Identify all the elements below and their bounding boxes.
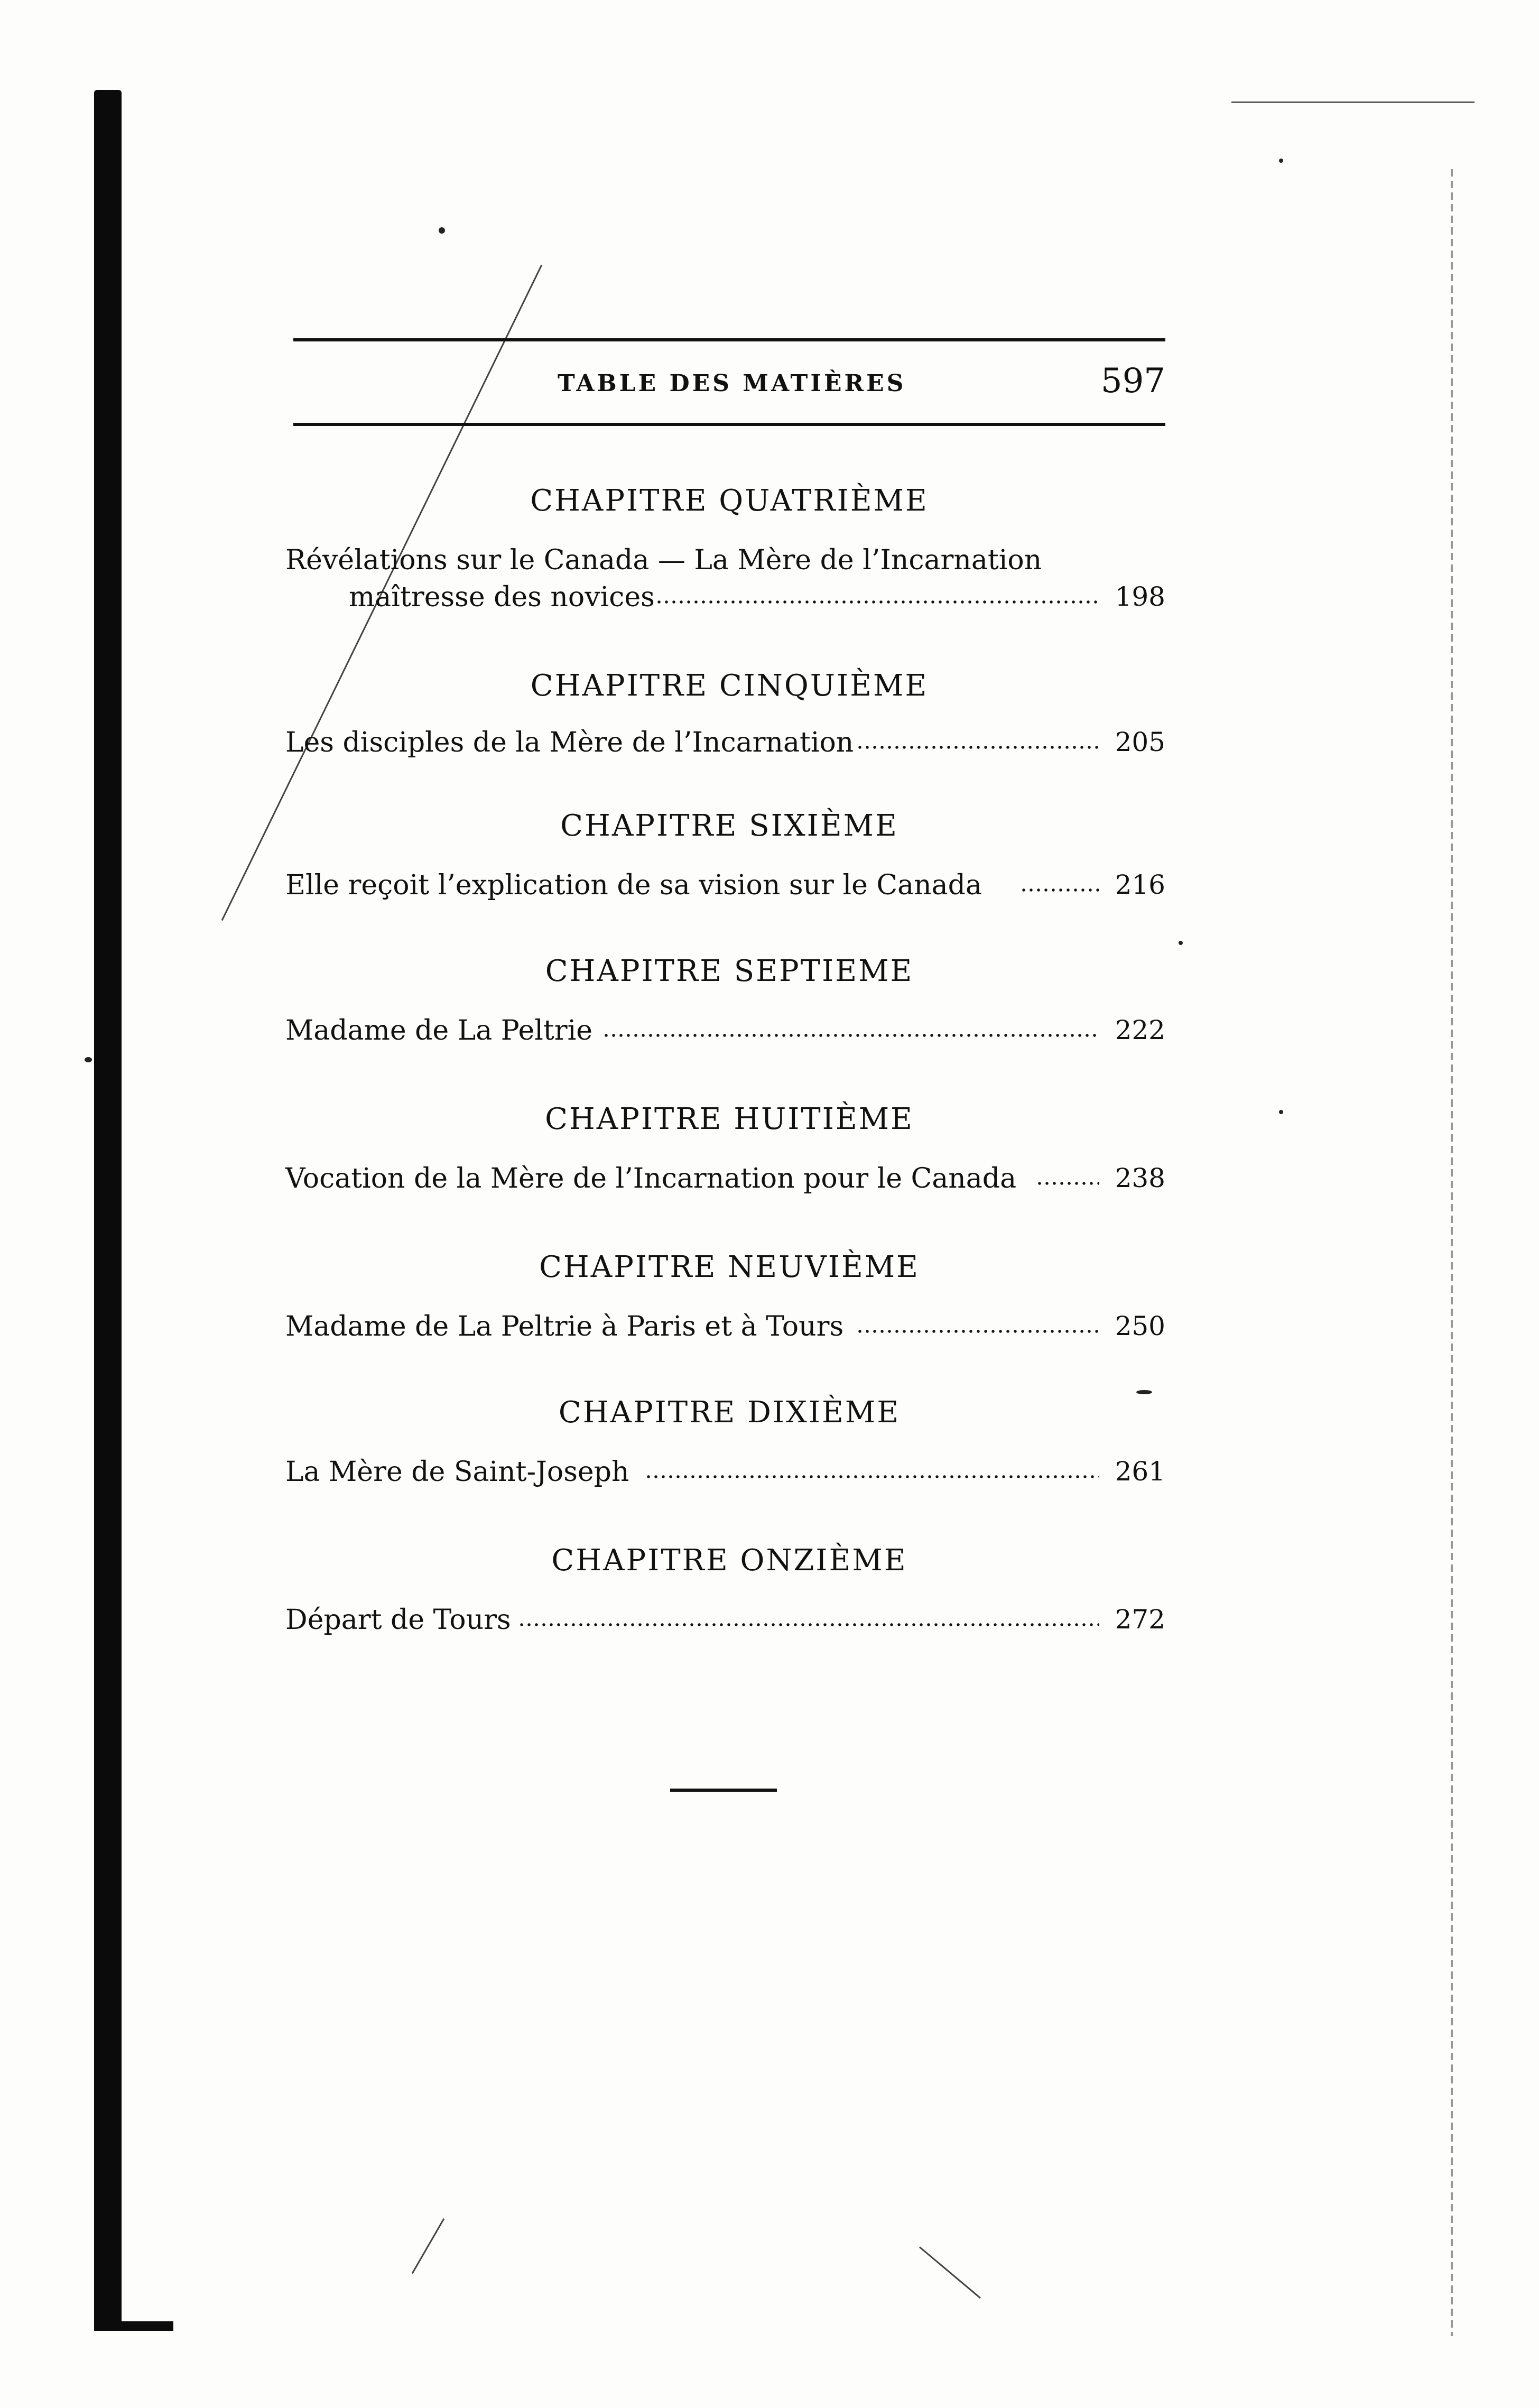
toc-entry-title: Elle reçoit l’explication de sa vision sur le Canada xyxy=(285,869,982,901)
closing-rule xyxy=(670,1789,777,1792)
toc-entry xyxy=(285,1456,1165,1493)
page-number: 597 xyxy=(1100,362,1165,401)
toc-entry-page: 198 xyxy=(1115,581,1165,612)
dot-leader xyxy=(856,1330,1099,1333)
ink-speck xyxy=(1136,1390,1152,1394)
binding-shadow-foot xyxy=(94,2321,173,2331)
toc-entry-title: Départ de Tours xyxy=(285,1604,511,1636)
dot-leader xyxy=(518,1623,1099,1626)
toc-entry-title: Madame de La Peltrie xyxy=(285,1015,593,1046)
toc-entry-line xyxy=(285,544,1165,581)
toc-entry-page: 238 xyxy=(1115,1163,1165,1193)
ink-speck xyxy=(1279,159,1283,163)
chapter-heading: CHAPITRE HUITIÈME xyxy=(545,1102,914,1136)
toc-entry-page: 216 xyxy=(1115,869,1165,900)
toc-entry-title: La Mère de Saint-Joseph xyxy=(285,1456,629,1488)
dot-leader xyxy=(856,746,1099,749)
scan-line xyxy=(1231,101,1475,103)
dot-leader xyxy=(1036,1182,1099,1185)
toc-entry-page: 222 xyxy=(1115,1015,1165,1045)
dot-leader xyxy=(1020,888,1099,892)
toc-entry-page: 205 xyxy=(1115,727,1165,757)
page-edge-shadow xyxy=(1451,169,1453,2336)
chapter-heading: CHAPITRE ONZIÈME xyxy=(551,1543,907,1578)
chapter-heading: CHAPITRE SIXIÈME xyxy=(560,809,898,843)
dot-leader xyxy=(645,1475,1099,1478)
toc-entry-title: Révélations sur le Canada — La Mère de l’Incarnation xyxy=(285,544,1042,576)
ink-speck xyxy=(439,227,445,234)
stray-pencil-mark xyxy=(412,2218,445,2274)
toc-entry-title: Madame de La Peltrie à Paris et à Tours xyxy=(285,1311,844,1342)
running-head xyxy=(293,362,1165,407)
toc-entry-title: maîtresse des novices xyxy=(349,581,655,613)
toc-entry-title: Vocation de la Mère de l’Incarnation pour le Canada xyxy=(285,1163,1017,1194)
header-bottom-rule xyxy=(293,423,1165,426)
chapter-heading: CHAPITRE CINQUIÈME xyxy=(530,669,929,703)
chapter-heading: CHAPITRE SEPTIEME xyxy=(545,954,914,988)
binding-shadow xyxy=(94,90,122,2331)
toc-entry-page: 261 xyxy=(1115,1456,1165,1487)
ink-speck xyxy=(1279,1110,1283,1114)
toc-entry-page: 272 xyxy=(1115,1604,1165,1635)
toc-entry xyxy=(285,1604,1165,1641)
header-top-rule xyxy=(293,338,1165,341)
dot-leader xyxy=(655,600,1099,604)
chapter-heading: CHAPITRE DIXIÈME xyxy=(558,1395,901,1430)
chapter-heading: CHAPITRE NEUVIÈME xyxy=(539,1250,920,1284)
toc-entry xyxy=(285,727,1165,764)
dot-leader xyxy=(602,1034,1099,1037)
toc-entry xyxy=(285,1015,1165,1052)
stray-pencil-mark xyxy=(919,2246,981,2299)
ink-speck xyxy=(85,1057,92,1062)
toc-entry xyxy=(285,581,1165,618)
running-head-title: TABLE DES MATIÈRES xyxy=(558,370,906,397)
toc-entry xyxy=(285,1163,1165,1200)
toc-entry xyxy=(285,869,1165,906)
toc-entry xyxy=(285,1311,1165,1348)
toc-entry-page: 250 xyxy=(1115,1311,1165,1341)
ink-speck xyxy=(1179,941,1183,945)
chapter-heading: CHAPITRE QUATRIÈME xyxy=(530,484,929,518)
toc-entry-title: Les disciples de la Mère de l’Incarnation xyxy=(285,727,854,758)
